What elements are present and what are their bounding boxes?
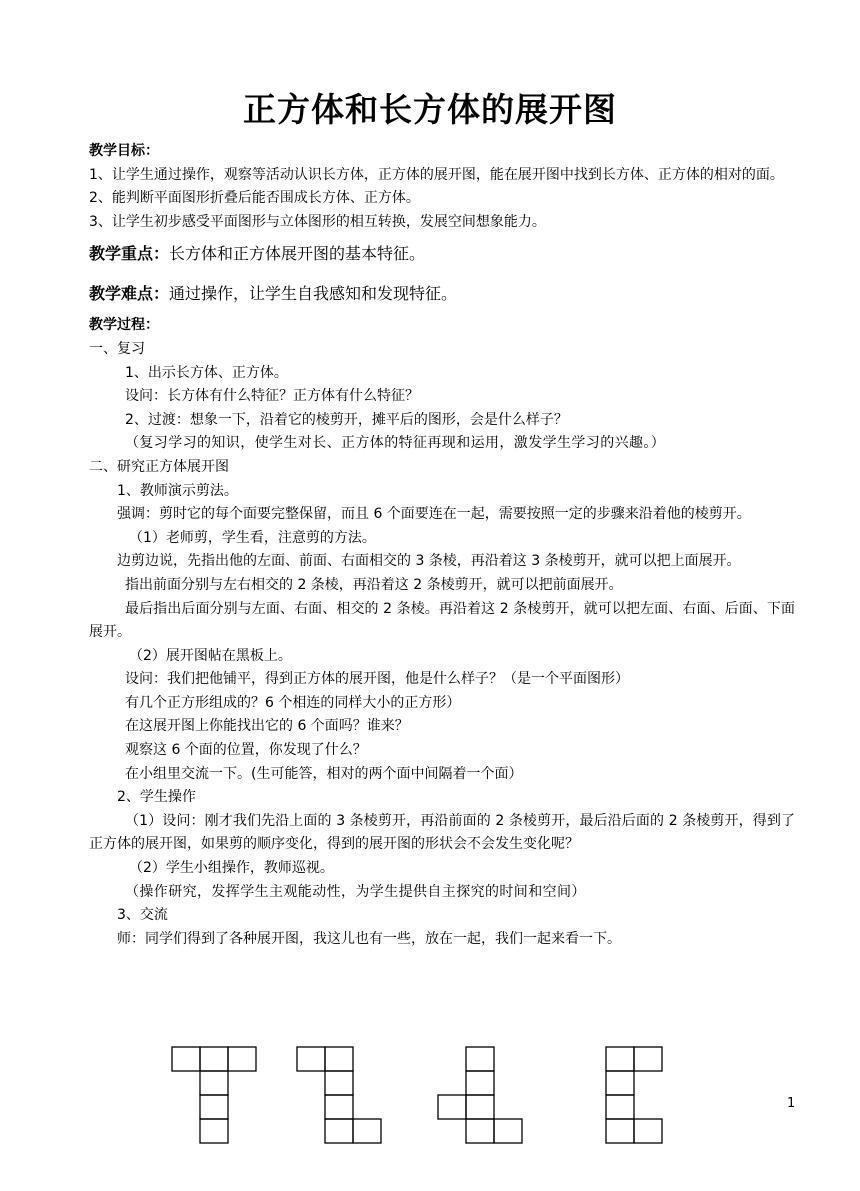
cube-question-3: 在这展开图上你能找出它的 6 个面吗？谁来？ bbox=[125, 718, 409, 735]
cube-question-1: 设问：我们把他铺平，得到正方体的展开图，他是什么样子？（是一个平面图形） bbox=[125, 671, 629, 688]
cube-question-4: 观察这 6 个面的位置，你发现了什么？ bbox=[125, 742, 367, 759]
page-number: 1 bbox=[787, 1096, 796, 1111]
key-point-label: 教学重点： bbox=[89, 244, 170, 264]
difficulty-label: 教学难点： bbox=[89, 284, 170, 304]
cube-step-1: 1、教师演示剪法。 bbox=[117, 482, 238, 499]
document-body bbox=[89, 140, 795, 951]
review-step-2: 2、过渡：想象一下，沿着它的棱剪开，摊平后的图形，会是什么样子？ bbox=[125, 411, 568, 428]
objective-item-1: 1、让学生通过操作，观察等活动认识长方体，正方体的展开图，能在展开图中找到长方体、正方体的相对的面。 bbox=[89, 166, 784, 183]
cube-step-2b: （2）学生小组操作，教师巡视。 bbox=[129, 860, 334, 877]
difficulty bbox=[89, 274, 795, 314]
cube-nets-figure bbox=[0, 1040, 860, 1150]
cube-cut-1: 边剪边说，先指出他的左面、前面、右面相交的 3 条棱，再沿着这 3 条棱剪开，就可以把上面展开。 bbox=[117, 553, 741, 570]
section-review: 一、复习 bbox=[89, 340, 145, 357]
cube-cut-3: 最后指出后面分别与左面、右面、相交的 2 条棱。再沿着这 2 条棱剪开，就可以把左面、右面、后面、下面展开。 bbox=[89, 600, 795, 641]
review-note: （复习学习的知识，使学生对长、正方体的特征再现和运用，激发学生学习的兴趣。） bbox=[125, 435, 666, 452]
objectives-heading: 教学目标： bbox=[89, 143, 159, 159]
objective-item-3: 3、让学生初步感受平面图形与立体图形的相互转换，发展空间想象能力。 bbox=[89, 213, 546, 230]
cube-step-2a: （1）设问：刚才我们先沿上面的 3 条棱剪开，再沿前面的 2 条棱剪开，最后沿后面的 2 条棱剪开，得到了正方体的展开图，如果剪的顺序变化，得到的展开图的形状会不会发生变化呢？ bbox=[89, 812, 795, 853]
cube-net-1 bbox=[172, 1047, 256, 1143]
cube-question-2: 有几个正方形组成的？6 个相连的同样大小的正方形） bbox=[125, 694, 461, 711]
cube-net-2 bbox=[297, 1047, 381, 1143]
review-step-1: 1、出示长方体、正方体。 bbox=[125, 364, 288, 381]
cube-emphasis: 强调：剪时它的每个面要完整保留，而且 6 个面要连在一起，需要按照一定的步骤来沿着他的棱剪开。 bbox=[117, 506, 751, 523]
cube-cut-2: 指出前面分别与左右相交的 2 条棱，再沿着这 2 条棱剪开，就可以把前面展开。 bbox=[125, 576, 623, 593]
document-title: 正方体和长方体的展开图 bbox=[243, 90, 617, 129]
cube-step-3-text: 师：同学们得到了各种展开图，我这儿也有一些，放在一起，我们一起来看一下。 bbox=[117, 930, 621, 947]
difficulty-text: 通过操作，让学生自我感知和发现特征。 bbox=[169, 284, 458, 304]
cube-question-5: 在小组里交流一下。(生可能答，相对的两个面中间隔着一个面） bbox=[125, 765, 523, 782]
process-heading: 教学过程： bbox=[89, 317, 159, 334]
objective-item-2: 2、能判断平面图形折叠后能否围成长方体、正方体。 bbox=[89, 190, 420, 207]
cube-step-3: 3、交流 bbox=[117, 907, 168, 924]
key-point bbox=[89, 234, 795, 274]
cube-step-1b: （2）展开图帖在黑板上。 bbox=[129, 647, 292, 664]
cube-step-1a: （1）老师剪，学生看，注意剪的方法。 bbox=[129, 529, 376, 546]
cube-step-2: 2、学生操作 bbox=[117, 789, 196, 806]
key-point-text: 长方体和正方体展开图的基本特征。 bbox=[169, 244, 426, 264]
cube-net-3 bbox=[438, 1047, 522, 1143]
section-cube-net: 二、研究正方体展开图 bbox=[89, 458, 229, 475]
review-question: 设问：长方体有什么特征？正方体有什么特征？ bbox=[125, 388, 419, 405]
cube-net-4 bbox=[606, 1047, 662, 1143]
cube-note: （操作研究，发挥学生主观能动性，为学生提供自主探究的时间和空间） bbox=[125, 883, 586, 900]
